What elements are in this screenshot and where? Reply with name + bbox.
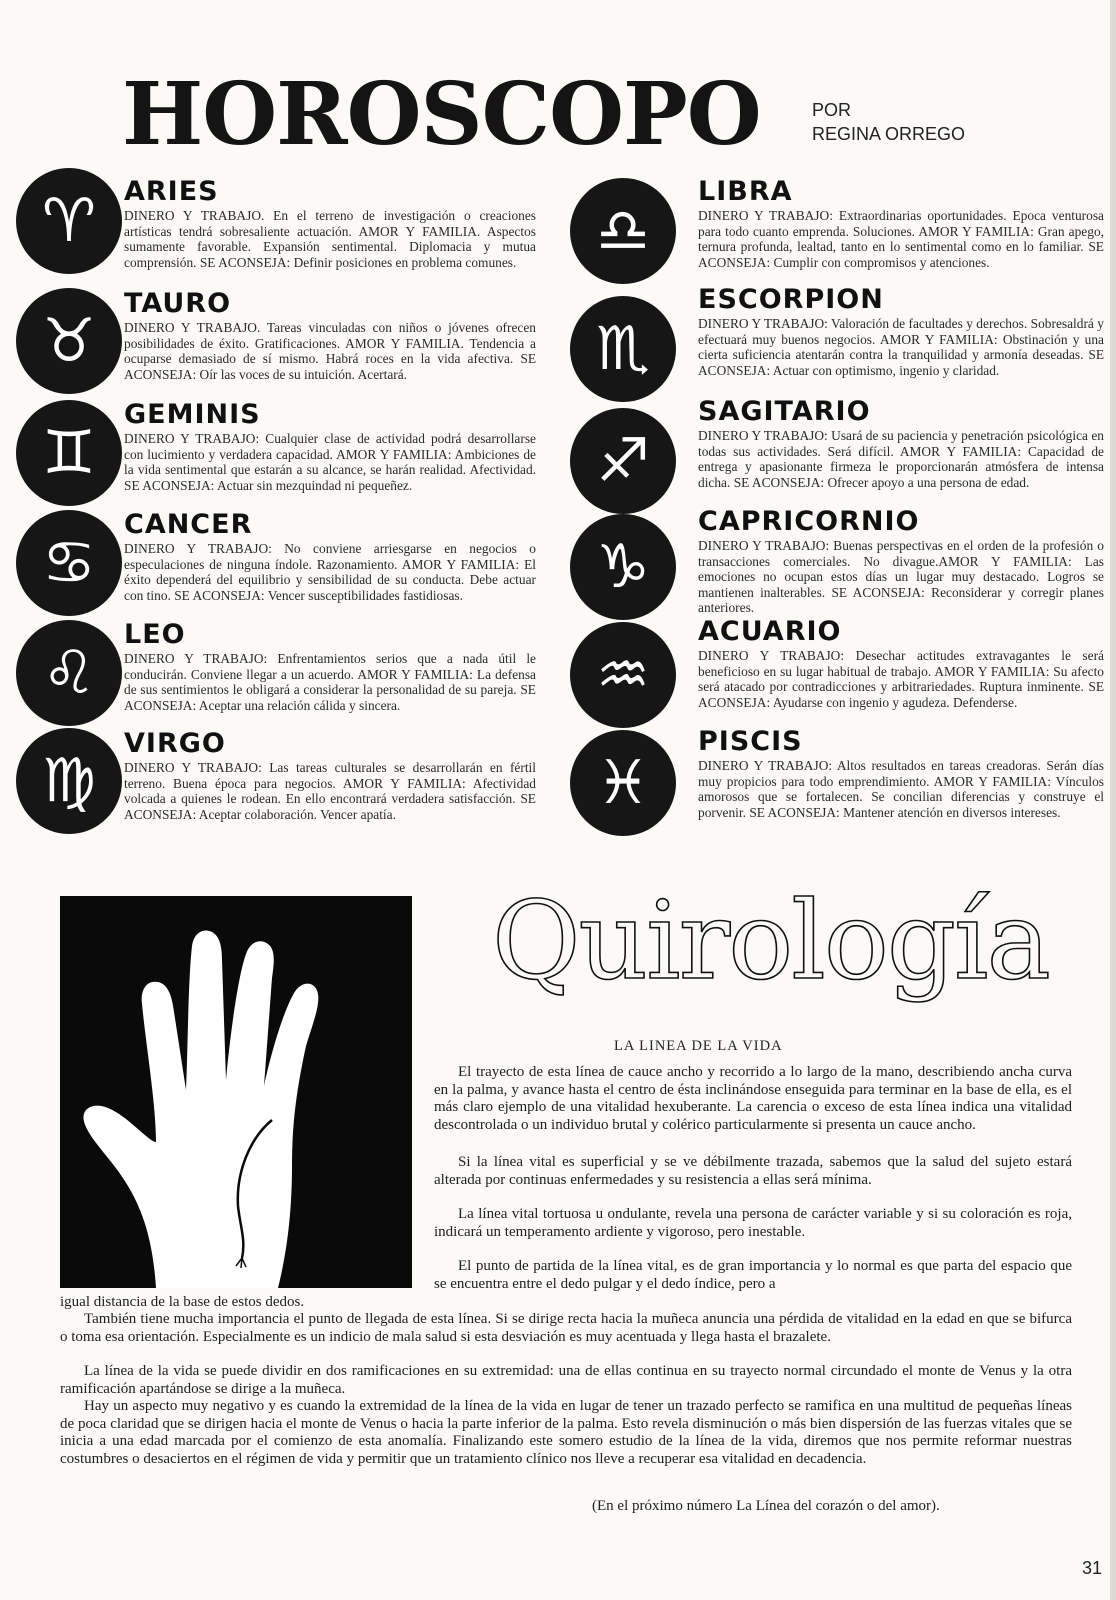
sign-capricornio — [698, 508, 1104, 616]
sign-text: DINERO Y TRABAJO. En el terreno de investigación o creaciones artísticas tendrá sobresaliente actuación. AMOR Y FAMILIA. Aspectos sumamente favorable. Expansión sentimental. Diplomacia y mutua comprensión. SE ACONSEJA: Definir posiciones en problema comunes. — [124, 208, 536, 270]
sign-aries — [124, 178, 536, 270]
next-issue-note: (En el próximo número La Línea del corazón o del amor). — [592, 1498, 940, 1514]
sign-name: CAPRICORNIO — [698, 506, 920, 537]
sign-text: DINERO Y TRABAJO: Altos resultados en tareas creadoras. Serán días muy propicios para todo emprendimiento. AMOR Y FAMILIA: Vínculos amorosos que se fortalecen. Se concilian diferencias y construye el porvenir. SE ACONSEJA: Mantener atención en diversos intereses. — [698, 758, 1104, 820]
article-paragraph: igual distancia de la base de estos dedos. — [60, 1294, 305, 1310]
horoscope-left-column — [124, 178, 536, 838]
sign-libra — [698, 178, 1104, 270]
capricorn-icon: ♑ — [570, 514, 676, 620]
sign-name: SAGITARIO — [698, 396, 871, 427]
article-paragraph: Si la línea vital es superficial y se ve débilmente trazada, sabemos que la salud del sujeto estará alterada por continuas enfermedades y su resistencia a ellas será mínima. — [434, 1154, 1072, 1188]
libra-icon: ♎ — [570, 178, 676, 284]
sagittarius-icon: ♐ — [570, 408, 676, 514]
article-paragraph: La línea vital tortuosa u ondulante, revela una persona de carácter variable y si su coloración es roja, indicará un temperamento ardiente y vigoroso, pero inestable. — [434, 1206, 1072, 1240]
byline — [812, 98, 965, 146]
sign-text: DINERO Y TRABAJO: No conviene arriesgarse en negocios o especulaciones de ninguna índole. Razonamiento. AMOR Y FAMILIA: El éxito dependerá del equilibrio y sensibilidad de su conducta. Debe actuar con tino. SE ACONSEJA: Vencer susceptibilidades fastidiosas. — [124, 541, 536, 603]
sign-name: TAURO — [124, 288, 232, 319]
horoscope-right-column — [698, 178, 1104, 838]
sign-geminis — [124, 401, 536, 493]
sign-text: DINERO Y TRABAJO: Las tareas culturales se desarrollarán en fértil terreno. Buena época para negocios. AMOR Y FAMILIA: Afectividad volcada a quienes le rodean. En ello encontrará verdadera satisfacción. SE ACONSEJA: Aceptar colaboración. Vencer apatía. — [124, 760, 536, 822]
quirologia-title: Quirología — [492, 879, 1049, 1004]
cancer-icon: ♋ — [16, 510, 122, 616]
article-paragraph: El trayecto de esta línea de cauce ancho y recorrido a lo largo de la mano, describiendo ancha curva en la palma, y avance hasta el centro de ésta inclinándose enseguida para terminar en la base de ella, es el más claro ejemplo de una vitalidad hexuberante. La carencia o exceso de esta línea indica una vitalidad descontrolada o un individuo brutal y colérico particularmente si presenta un cauce ancho. — [434, 1064, 1072, 1133]
page-edge — [1110, 0, 1116, 1600]
sign-acuario — [698, 618, 1104, 710]
leo-icon: ♌ — [16, 620, 122, 726]
sign-virgo — [124, 730, 536, 822]
sign-name: LIBRA — [698, 176, 793, 207]
article-paragraph: El punto de partida de la línea vital, es de gran importancia y lo normal es que parta del espacio que se encuentra entre el dedo pulgar y el dedo índice, pero a — [434, 1258, 1072, 1292]
taurus-icon: ♉ — [16, 288, 122, 394]
sign-sagitario — [698, 398, 1104, 490]
virgo-icon: ♍ — [16, 728, 122, 834]
hand-illustration — [60, 896, 412, 1288]
palm-shape — [83, 931, 318, 1288]
article-paragraph: Hay un aspecto muy negativo y es cuando la extremidad de la línea de la vida en lugar de tener un trazado perfecto se ramifica en una multitud de pequeñas líneas de poca claridad que se dirigen hacia el monte de Venus o hacia la parte inferior de la palma. Esto revela disminución o más bien dispersión de las fuerzas vitales que se inicia a una edad marcada por el comienzo de esta anomalía. Finalizando este somero estudio de la línea de la vida, diremos que nos permite reformar nuestras costumbres o desaciertos en el régimen de vida y permitir que un tratamiento clínico nos lleve a recuperar esa vitalidad en decadencia. — [60, 1398, 1072, 1467]
page-number: 31 — [1082, 1558, 1103, 1578]
sign-text: DINERO Y TRABAJO: Extraordinarias oportunidades. Epoca venturosa para todo cuanto emprenda. Soluciones. AMOR Y FAMILIA: Gran apego, ternura profunda, lealtad, tanto en lo sentimental como en lo familiar. SE ACONSEJA: Cumplir con compromisos y atenciones. — [698, 208, 1104, 270]
sign-name: CANCER — [124, 509, 253, 540]
sign-cancer — [124, 511, 536, 603]
sign-text: DINERO Y TRABAJO: Buenas perspectivas en el orden de la profesión o transacciones comerciales. No divague.AMOR Y FAMILIA: Las emociones no ocupan estos días un lugar muy destacado. Logros se mantienen inalterables. SE ACONSEJA: Reconsiderar y corregir planes anteriores. — [698, 538, 1104, 615]
sign-text: DINERO Y TRABAJO: Usará de su paciencia y penetración psicológica en todas sus actividades. Será difícil. AMOR Y FAMILIA: Capacidad de entrega y apasionante firmeza le proporcionarán atmósfera de intensa dicha. SE ACONSEJA: Ofrecer apoyo a una persona de edad. — [698, 428, 1104, 490]
pisces-icon: ♓ — [570, 730, 676, 836]
palm-drawing — [60, 896, 412, 1288]
sign-text: DINERO Y TRABAJO: Valoración de facultades y derechos. Sobresaldrá y efectuará muy buenos negocios. AMOR Y FAMILIA: Obstinación y una cierta suficiencia atentarán contra la tranquilidad y armonía deseadas. SE ACONSEJA: Actuar con optimismo, ingenio y claridad. — [698, 316, 1104, 378]
byline-por: POR — [812, 100, 852, 120]
sign-text: DINERO Y TRABAJO: Desechar actitudes extravagantes le será beneficioso en su lugar habitual de trabajo. AMOR Y FAMILIA: Su afecto será atacado por contradicciones y arbitrariedades. Ruptura inminente. SE ACONSEJA: Ayudarse con ingenio y agudeza. Defenderse. — [698, 648, 1104, 710]
sign-name: ARIES — [124, 176, 219, 207]
gemini-icon: ♊ — [16, 400, 122, 506]
aquarius-icon: ♒ — [570, 622, 676, 728]
article-paragraph: La línea de la vida se puede dividir en dos ramificaciones en su extremidad: una de ellas continua en su trayecto normal circundado el monte de Venus y la otra ramificación apartándose se dirige a la muñeca. — [60, 1363, 1072, 1397]
sign-name: ACUARIO — [698, 616, 842, 647]
sign-text: DINERO Y TRABAJO. Tareas vinculadas con niños o jóvenes ofrecen posibilidades de éxito. Gratificaciones. AMOR Y FAMILIA. Tendencia a ocuparse demasiado de sí mismo. Habrá roces en la vida afectiva. SE ACONSEJA: Oír las voces de su intuición. Acertará. — [124, 320, 536, 382]
aries-icon: ♈ — [16, 168, 122, 274]
article-subtitle: LA LINEA DE LA VIDA — [614, 1038, 783, 1054]
sign-name: ESCORPION — [698, 284, 884, 315]
sign-name: GEMINIS — [124, 399, 261, 430]
sign-name: PISCIS — [698, 726, 803, 757]
sign-text: DINERO Y TRABAJO: Enfrentamientos serios que a nada útil le conducirán. Conviene llegar a un acuerdo. AMOR Y FAMILIA: La defensa de sus sentimientos le obligará a considerar la personalidad de su pareja. SE ACONSEJA: Aceptar una relación cálida y sincera. — [124, 651, 536, 713]
sign-tauro — [124, 290, 536, 382]
scorpio-icon: ♏ — [570, 296, 676, 402]
sign-leo — [124, 621, 536, 713]
byline-author: REGINA ORREGO — [812, 124, 966, 144]
sign-name: VIRGO — [124, 728, 226, 759]
page-title: HOROSCOPO — [122, 64, 761, 165]
article-paragraph: También tiene mucha importancia el punto de llegada de esta línea. Si se dirige recta hacia la muñeca anuncia una pérdida de vitalidad en la edad en que se bifurca o toma esa orientación. Especialmente es un indicio de mala salud si esta desviación es muy acentuada y llega hasta el brazalete. — [60, 1311, 1072, 1345]
sign-piscis — [698, 728, 1104, 820]
sign-escorpion — [698, 286, 1104, 378]
sign-name: LEO — [124, 619, 186, 650]
sign-text: DINERO Y TRABAJO: Cualquier clase de actividad podrá desarrollarse con lucimiento y verdadera capacidad. AMOR Y FAMILIA: Ambiciones de la vida sentimental que estarán a su alcance, se harán realidad. Afectividad. SE ACONSEJA: Actuar sin mezquindad ni pequeñez. — [124, 431, 536, 493]
